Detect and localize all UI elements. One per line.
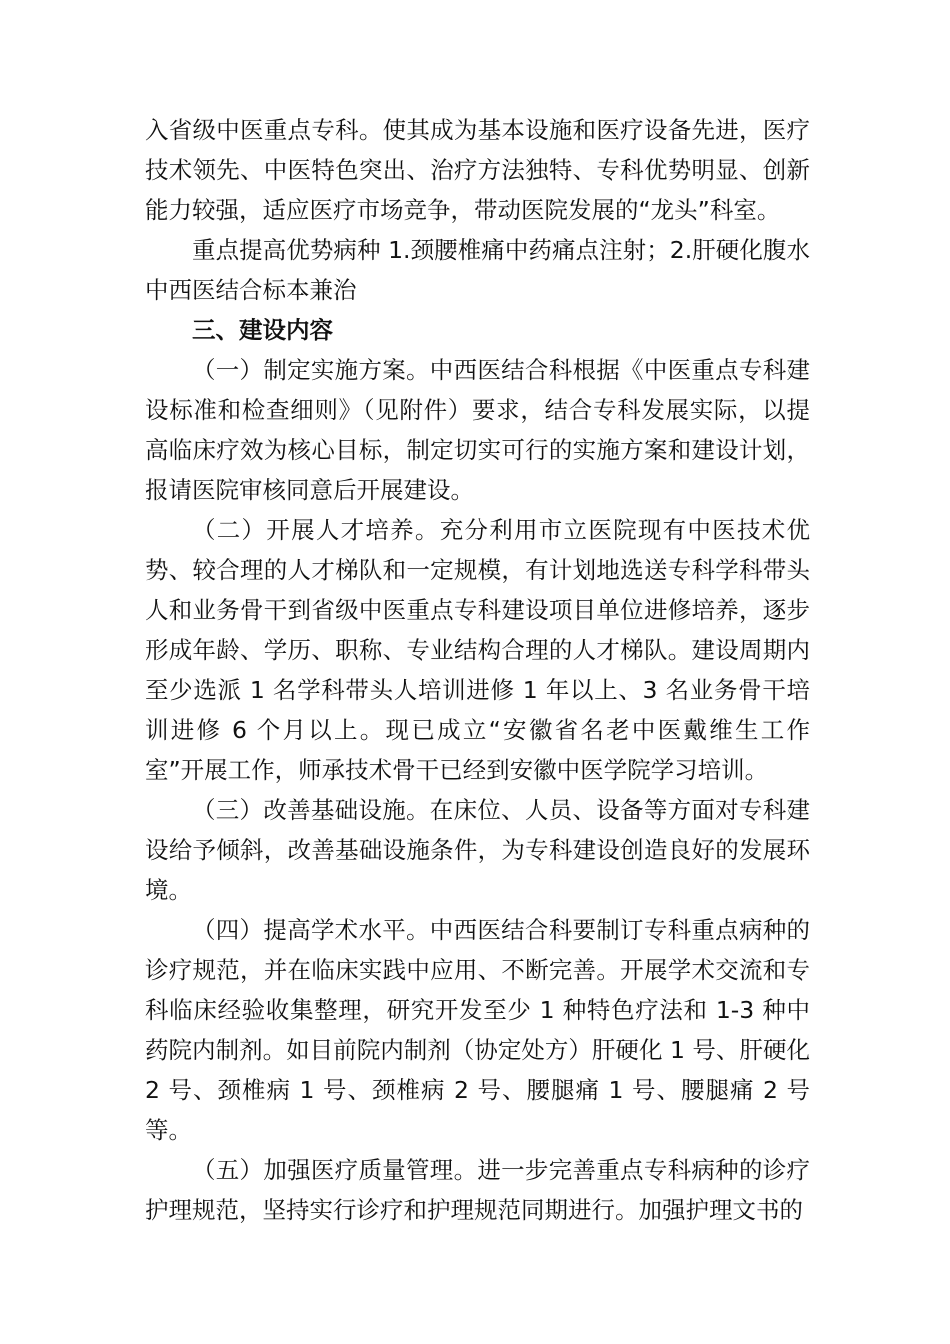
paragraph-implementation-plan: （一）制定实施方案。中西医结合科根据《中医重点专科建设标准和检查细则》（见附件）要求，结合专科发展实际，以提高临床疗效为核心目标，制定切实可行的实施方案和建设计划，报请医院审核同意后开展建设。	[145, 356, 810, 504]
section-heading-construction-content: 三、建设内容	[192, 316, 333, 344]
paragraph-quality-management: （五）加强医疗质量管理。进一步完善重点专科病种的诊疗护理规范，坚持实行诊疗和护理规范同期进行。加强护理文书的	[145, 1156, 810, 1224]
paragraph-talent-training: （二）开展人才培养。充分利用市立医院现有中医技术优势、较合理的人才梯队和一定规模，有计划地选送专科学科带头人和业务骨干到省级中医重点专科建设项目单位进修培养，逐步形成年龄、学历、职称、专业结构合理的人才梯队。建设周期内至少选派 1 名学科带头人培训进修 1 年以上、3 名业务骨干培训进修 6 个月以上。现已成立“安徽省名老中医戴维生工作室”开展工作，师承技术骨干已经到安徽中医学院学习培训。	[145, 516, 810, 784]
paragraph-infrastructure: （三）改善基础设施。在床位、人员、设备等方面对专科建设给予倾斜，改善基础设施条件，为专科建设创造良好的发展环境。	[145, 796, 810, 904]
paragraph-continuation: 入省级中医重点专科。使其成为基本设施和医疗设备先进，医疗技术领先、中医特色突出、治疗方法独特、专科优势明显、创新能力较强，适应医疗市场竞争，带动医院发展的“龙头”科室。	[145, 116, 810, 224]
paragraph-academic-level: （四）提高学术水平。中西医结合科要制订专科重点病种的诊疗规范，并在临床实践中应用、不断完善。开展学术交流和专科临床经验收集整理，研究开发至少 1 种特色疗法和 1-3 种中药院内制剂。如目前院内制剂（协定处方）肝硬化 1 号、肝硬化 2 号、颈椎病 1 号、颈椎病 2 号、腰腿痛 1 号、腰腿痛 2 号等。	[145, 916, 810, 1144]
document-body	[145, 110, 810, 1230]
paragraph-key-diseases: 重点提高优势病种 1.颈腰椎痛中药痛点注射；2.肝硬化腹水中西医结合标本兼治	[145, 236, 810, 304]
